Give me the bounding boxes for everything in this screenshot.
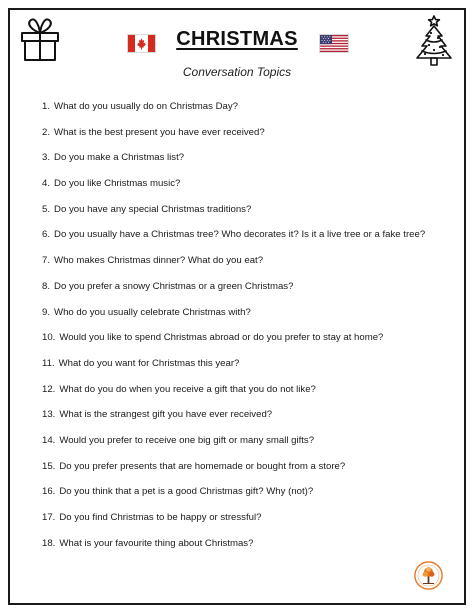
question-number: 18. (42, 537, 56, 549)
question-text: Do you usually have a Christmas tree? Who decorates it? Is it a live tree or a fake tree? (54, 229, 426, 241)
question-text: Do you prefer presents that are homemade or bought from a store? (59, 460, 346, 472)
question-item (42, 357, 425, 383)
question-item (42, 126, 425, 152)
question-item (42, 306, 425, 332)
question-text: Would you prefer to receive one big gift or many small gifts? (59, 434, 315, 446)
question-number: 9. (42, 306, 51, 318)
question-number: 7. (42, 255, 51, 267)
question-number: 1. (42, 101, 51, 112)
question-number: 16. (42, 486, 56, 498)
question-item (42, 511, 425, 537)
question-text: What is your favourite thing about Christmas? (59, 537, 254, 549)
question-text: Do you think that a pet is a good Christmas gift? Why (not)? (59, 486, 314, 498)
page-title: CHRISTMAS (176, 28, 298, 50)
question-number: 4. (42, 178, 51, 190)
question-text: Do you find Christmas to be happy or stressful? (59, 512, 262, 523)
question-item (42, 228, 425, 254)
question-number: 17. (42, 512, 56, 523)
question-item (42, 434, 425, 460)
question-number: 6. (42, 229, 51, 241)
tree-logo-badge (414, 561, 443, 590)
question-number: 3. (42, 152, 51, 164)
question-item (42, 151, 425, 177)
question-number: 14. (42, 434, 56, 446)
question-item (42, 331, 425, 357)
question-text: What do you do when you receive a gift that you do not like? (59, 383, 316, 395)
question-number: 10. (42, 332, 56, 344)
question-item (42, 408, 425, 434)
question-text: Would you like to spend Christmas abroad or do you prefer to stay at home? (59, 332, 384, 344)
question-number: 13. (42, 409, 56, 421)
question-number: 2. (42, 126, 51, 138)
question-text: Do you prefer a snowy Christmas or a green Christmas? (54, 280, 294, 292)
question-list (42, 100, 425, 562)
question-item (42, 254, 425, 280)
page-subtitle: Conversation Topics (182, 65, 292, 79)
canada-flag-icon (127, 34, 156, 53)
christmas-tree-icon (411, 14, 457, 68)
question-item (42, 203, 425, 229)
question-number: 8. (42, 280, 51, 292)
question-item (42, 460, 425, 486)
usa-flag-icon (319, 34, 349, 53)
question-number: 12. (42, 383, 56, 395)
question-item (42, 280, 425, 306)
question-number: 11. (42, 357, 55, 369)
question-text: Do you have any special Christmas traditions? (54, 203, 252, 215)
question-item (42, 485, 425, 511)
question-text: What is the strangest gift you have ever received? (59, 409, 273, 421)
question-text: Do you like Christmas music? (54, 178, 181, 190)
question-text: Do you make a Christmas list? (54, 152, 185, 164)
question-number: 15. (42, 460, 56, 472)
question-text: What do you usually do on Christmas Day? (54, 101, 238, 112)
question-item (42, 177, 425, 203)
question-text: Who makes Christmas dinner? What do you eat? (54, 255, 264, 267)
question-text: What is the best present you have ever received? (54, 126, 265, 138)
question-item (42, 100, 425, 126)
gift-icon (18, 16, 62, 62)
question-text: Who do you usually celebrate Christmas with? (54, 306, 251, 318)
question-item (42, 537, 425, 563)
question-text: What do you want for Christmas this year? (58, 357, 240, 369)
question-item (42, 383, 425, 409)
question-number: 5. (42, 203, 51, 215)
